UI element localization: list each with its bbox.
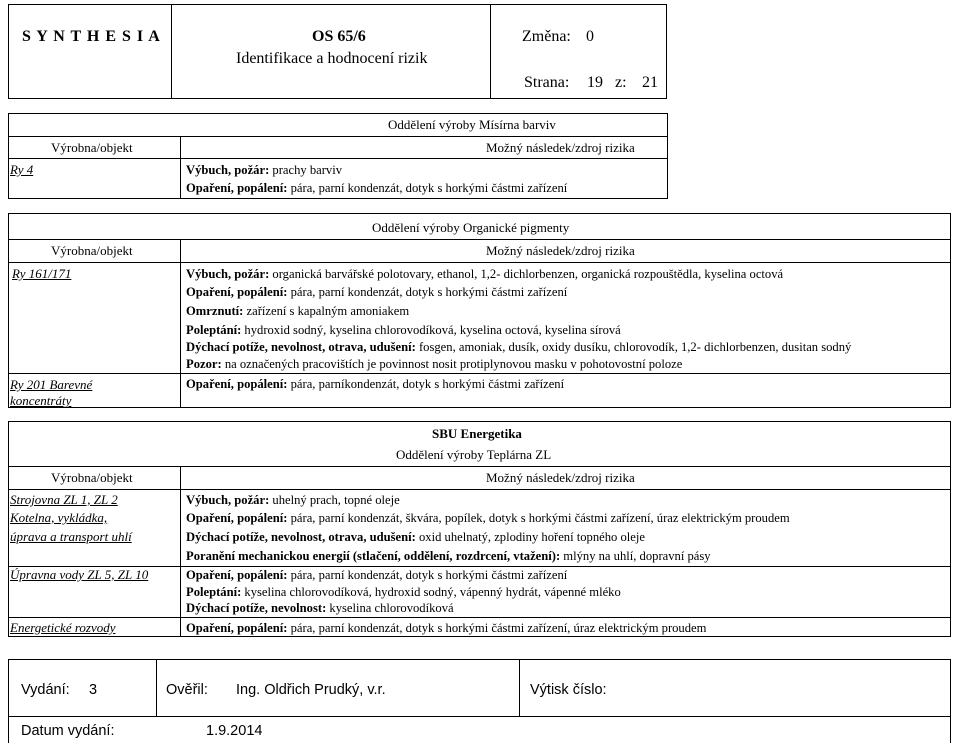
section-department: Oddělení výroby Mísírna barviv bbox=[388, 117, 556, 132]
risk-text: pára, parní kondenzát, dotyk s horkými částmi zařízení bbox=[287, 568, 568, 582]
page-of-label: z: bbox=[615, 74, 627, 91]
sec3-line-1 bbox=[9, 466, 950, 467]
issue-date-label: Datum vydání: bbox=[21, 723, 115, 739]
risk-row bbox=[186, 266, 783, 282]
sec2-line-2 bbox=[9, 262, 950, 263]
risk-row bbox=[186, 303, 409, 319]
object-name: úprava a transport uhlí bbox=[10, 529, 132, 544]
column-header-object: Výrobna/objekt bbox=[51, 140, 133, 155]
risk-row bbox=[186, 510, 790, 526]
sec1-line-2 bbox=[9, 158, 667, 159]
risk-label: Opaření, popálení: bbox=[186, 621, 288, 635]
risk-text: oxid uhelnatý, zplodiny hoření topného oleje bbox=[415, 530, 645, 544]
page-number: 19 bbox=[587, 74, 603, 91]
object-name: Strojovna ZL 1, ZL 2 bbox=[10, 492, 118, 507]
section-department: Oddělení výroby Organické pigmenty bbox=[372, 220, 570, 235]
footer-line bbox=[9, 716, 950, 717]
issue-label: Vydání: bbox=[21, 682, 70, 698]
risk-row bbox=[186, 492, 400, 508]
sec3-col-divider bbox=[180, 466, 181, 636]
print-number-label: Výtisk číslo: bbox=[530, 682, 607, 698]
change-value: 0 bbox=[586, 28, 594, 45]
risk-row bbox=[186, 548, 711, 564]
risk-label: Poranění mechanickou energií (stlačení, oddělení, rozdrcení, vtažení): bbox=[186, 549, 561, 563]
header-divider-1 bbox=[171, 5, 172, 98]
checked-by: Ing. Oldřich Prudký, v.r. bbox=[236, 682, 386, 698]
column-header-risk: Možný následek/zdroj rizika bbox=[486, 470, 635, 485]
footer-box bbox=[8, 659, 951, 743]
risk-label: Poleptání: bbox=[186, 323, 242, 337]
risk-row bbox=[186, 620, 706, 636]
object-name: Ry 4 bbox=[10, 162, 34, 177]
risk-text: organická barvářské polotovary, ethanol, 1,2- dichlorbenzen, organická rozpouštědla, kyselina octová bbox=[269, 267, 784, 281]
risk-text: prachy barviv bbox=[269, 163, 342, 177]
sec1-line-1 bbox=[9, 136, 667, 137]
risk-row bbox=[186, 339, 851, 355]
risk-text: pára, parní kondenzát, dotyk s horkými částmi zařízení, úraz elektrickým proudem bbox=[287, 621, 707, 635]
risk-row bbox=[186, 322, 621, 338]
issue-value: 3 bbox=[89, 682, 98, 698]
sec2-col-divider bbox=[180, 239, 181, 407]
header-divider-2 bbox=[490, 5, 491, 98]
risk-text: zařízení s kapalným amoniakem bbox=[243, 304, 410, 318]
footer-divider-1 bbox=[156, 659, 157, 716]
risk-text: uhelný prach, topné oleje bbox=[269, 493, 400, 507]
risk-label: Pozor: bbox=[186, 357, 222, 371]
risk-label: Opaření, popálení: bbox=[186, 568, 288, 582]
risk-label: Opaření, popálení: bbox=[186, 285, 288, 299]
risk-label: Opaření, popálení: bbox=[186, 377, 288, 391]
risk-text: pára, parní kondenzát, dotyk s horkými částmi zařízení bbox=[287, 285, 568, 299]
object-name: Ry 201 Barevné bbox=[10, 377, 93, 392]
footer-divider-2 bbox=[519, 659, 520, 716]
risk-label: Poleptání: bbox=[186, 585, 242, 599]
risk-text: kyselina chlorovodíková, hydroxid sodný, vápenný hydrát, vápenné mléko bbox=[241, 585, 621, 599]
risk-label: Opaření, popálení: bbox=[186, 511, 288, 525]
company-name: S Y N T H E S I A bbox=[22, 28, 161, 45]
change-label: Změna: bbox=[522, 28, 571, 45]
object-name: koncentráty bbox=[10, 393, 72, 408]
risk-label: Dýchací potíže, nevolnost, otrava, udušení: bbox=[186, 340, 416, 354]
page-total: 21 bbox=[642, 74, 658, 91]
risk-text: pára, parní kondenzát, dotyk s horkými částmi zařízení bbox=[287, 181, 568, 195]
risk-row bbox=[186, 284, 567, 300]
section-title: SBU Energetika bbox=[432, 426, 522, 441]
risk-text: mlýny na uhlí, dopravní pásy bbox=[560, 549, 711, 563]
risk-text: fosgen, amoniak, dusík, oxidy dusíku, chlorovodík, 1,2- dichlorbenzen, dusitan sodný bbox=[415, 340, 852, 354]
risk-text: na označených pracovištích je povinnost nosit protiplynovou masku v pohotovostní poloze bbox=[221, 357, 683, 371]
risk-row bbox=[186, 529, 645, 545]
risk-row bbox=[186, 162, 342, 178]
object-name: Kotelna, vykládka, bbox=[10, 510, 108, 525]
risk-label: Výbuch, požár: bbox=[186, 163, 270, 177]
risk-row bbox=[186, 356, 682, 372]
column-header-risk: Možný následek/zdroj rizika bbox=[486, 243, 635, 258]
document-title: Identifikace a hodnocení rizik bbox=[236, 50, 428, 67]
risk-label: Opaření, popálení: bbox=[186, 181, 288, 195]
column-header-object: Výrobna/objekt bbox=[51, 470, 133, 485]
checked-label: Ověřil: bbox=[166, 682, 208, 698]
risk-row bbox=[186, 567, 567, 583]
risk-label: Omrznutí: bbox=[186, 304, 244, 318]
issue-date: 1.9.2014 bbox=[206, 723, 263, 739]
risk-row bbox=[186, 600, 454, 616]
column-header-risk: Možný následek/zdroj rizika bbox=[486, 140, 635, 155]
risk-label: Dýchací potíže, nevolnost, otrava, udušení: bbox=[186, 530, 416, 544]
column-header-object: Výrobna/objekt bbox=[51, 243, 133, 258]
risk-text: hydroxid sodný, kyselina chlorovodíková, kyselina octová, kyselina sírová bbox=[241, 323, 621, 337]
risk-label: Dýchací potíže, nevolnost: bbox=[186, 601, 327, 615]
risk-row bbox=[186, 180, 567, 196]
risk-text: pára, parníkondenzát, dotyk s horkými částmi zařízení bbox=[287, 377, 565, 391]
sec2-line-1 bbox=[9, 239, 950, 240]
risk-label: Výbuch, požár: bbox=[186, 493, 270, 507]
risk-text: kyselina chlorovodíková bbox=[326, 601, 454, 615]
sec3-line-4 bbox=[9, 617, 950, 618]
sec2-line-3 bbox=[9, 373, 950, 374]
document-code: OS 65/6 bbox=[312, 28, 366, 45]
page-label: Strana: bbox=[524, 74, 570, 91]
object-name: Úpravna vody ZL 5, ZL 10 bbox=[10, 567, 149, 582]
risk-row bbox=[186, 584, 621, 600]
object-name: Energetické rozvody bbox=[10, 620, 116, 635]
risk-row bbox=[186, 376, 564, 392]
object-name: Ry 161/171 bbox=[12, 266, 72, 281]
risk-text: pára, parní kondenzát, škvára, popílek, dotyk s horkými částmi zařízení, úraz elektrickým proudem bbox=[287, 511, 790, 525]
risk-label: Výbuch, požár: bbox=[186, 267, 270, 281]
sec3-line-2 bbox=[9, 489, 950, 490]
section-department: Oddělení výroby Teplárna ZL bbox=[396, 447, 552, 462]
sec1-col-divider bbox=[180, 136, 181, 198]
